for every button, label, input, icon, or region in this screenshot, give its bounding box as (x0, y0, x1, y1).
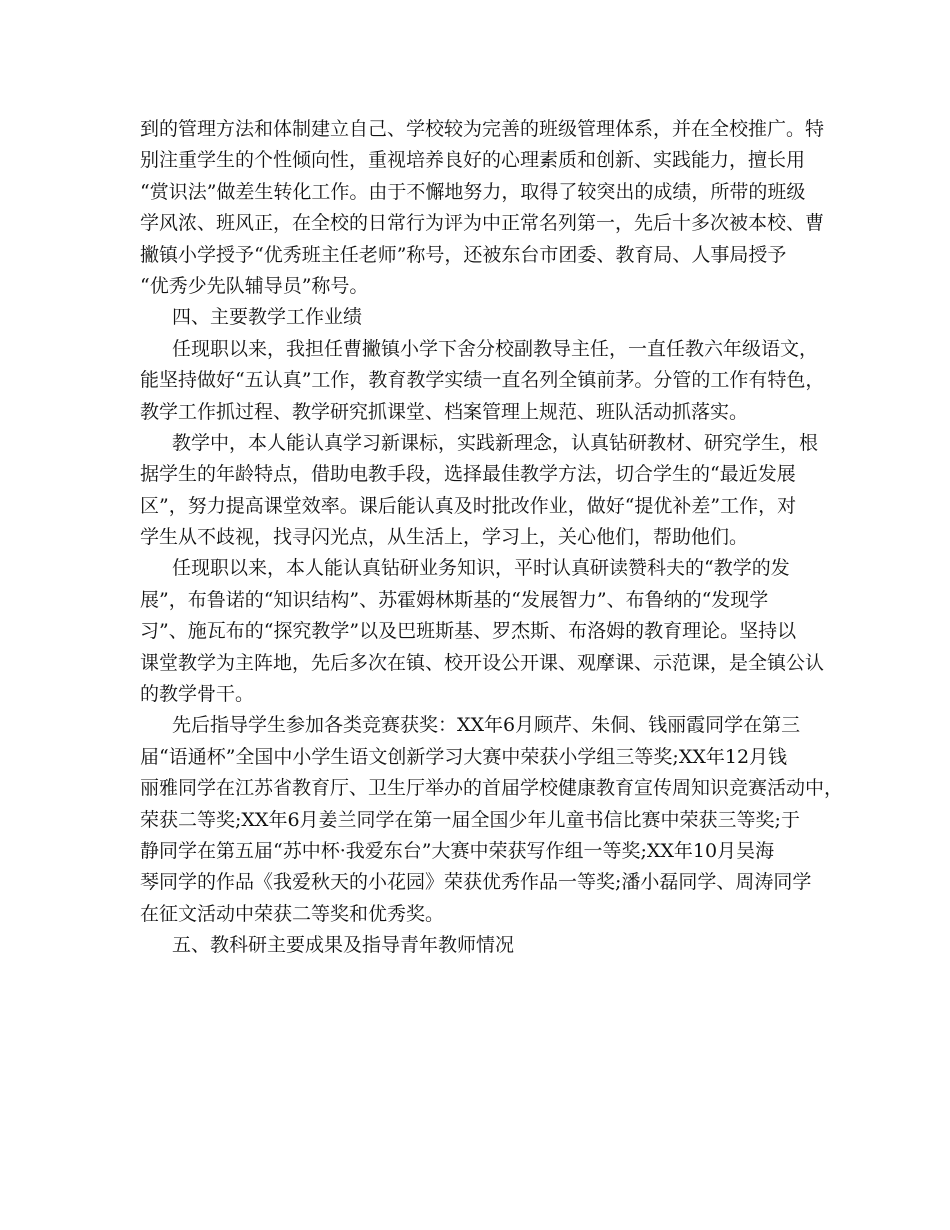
document-body (140, 114, 844, 962)
text-line: 展”，布鲁诺的“知识结构”、苏霍姆林斯基的“发展智力”、布鲁纳的“发现学 (140, 588, 769, 611)
text-line: 任现职以来，我担任曹撇镇小学下舍分校副教导主任，一直任教六年级语文， (172, 337, 819, 360)
text-line: 课堂教学为主阵地，先后多次在镇、校开设公开课、观摩课、示范课，是全镇公认 (140, 651, 825, 674)
section-heading: 四、主要教学工作业绩 (172, 306, 363, 329)
text-line: 别注重学生的个性倾向性，重视培养良好的心理素质和创新、实践能力，擅长用 (140, 149, 806, 172)
text-line: 静同学在第五届“苏中杯·我爱东台”大赛中荣获写作组一等奖;XX年10月吴海 (140, 839, 775, 862)
text-line: 撇镇小学授予“优秀班主任老师”称号，还被东台市团委、教育局、人事局授予 (140, 243, 787, 266)
text-line: 在征文活动中荣获二等奖和优秀奖。 (140, 902, 445, 925)
text-line: 学风浓、班风正，在全校的日常行为评为中正常名列第一，先后十多次被本校、曹 (140, 212, 825, 235)
text-line: 学生从不歧视，找寻闪光点，从生活上，学习上，关心他们，帮助他们。 (140, 526, 749, 549)
text-line: 教学中，本人能认真学习新课标，实践新理念，认真钻研教材、研究学生，根 (172, 431, 819, 454)
text-line: 能坚持做好“五认真”工作，教育教学实绩一直名列全镇前茅。分管的工作有特色， (140, 369, 825, 392)
text-line: 据学生的年龄特点，借助电教手段，选择最佳教学方法，切合学生的“最近发展 (140, 463, 796, 486)
text-line: 习”、施瓦布的“探究教学”以及巴班斯基、罗杰斯、布洛姆的教育理论。坚持以 (140, 620, 797, 643)
text-line: 的教学骨干。 (140, 683, 255, 706)
text-line: 到的管理方法和体制建立自己、学校较为完善的班级管理体系，并在全校推广。特 (140, 118, 825, 140)
text-line: 教学工作抓过程、教学研究抓课堂、档案管理上规范、班队活动抓落实。 (140, 400, 749, 423)
text-line: 琴同学的作品《我爱秋天的小花园》荣获优秀作品一等奖;潘小磊同学、周涛同学 (140, 871, 812, 894)
text-line: 荣获二等奖;XX年6月姜兰同学在第一届全国少年儿童书信比赛中荣获三等奖;于 (140, 808, 800, 831)
text-line: 区”，努力提高课堂效率。课后能认真及时批改作业，做好“提优补差”工作，对 (140, 494, 797, 517)
text-line: 任现职以来，本人能认真钻研业务知识，平时认真研读赞科夫的“教学的发 (172, 557, 790, 580)
text-line: “赏识法”做差生转化工作。由于不懈地努力，取得了较突出的成绩，所带的班级 (140, 180, 806, 203)
text-line: 丽雅同学在江苏省教育厅、卫生厅举办的首届学校健康教育宣传周知识竞赛活动中， (140, 777, 844, 800)
section-heading: 五、教科研主要成果及指导青年教师情况 (172, 934, 515, 957)
text-line: 届“语通杯”全国中小学生语文创新学习大赛中荣获小学组三等奖;XX年12月钱 (140, 745, 788, 768)
text-line: “优秀少先队辅导员”称号。 (140, 274, 369, 297)
text-line: 先后指导学生参加各类竞赛获奖：XX年6月顾芹、朱侗、钱丽霞同学在第三 (172, 714, 801, 737)
